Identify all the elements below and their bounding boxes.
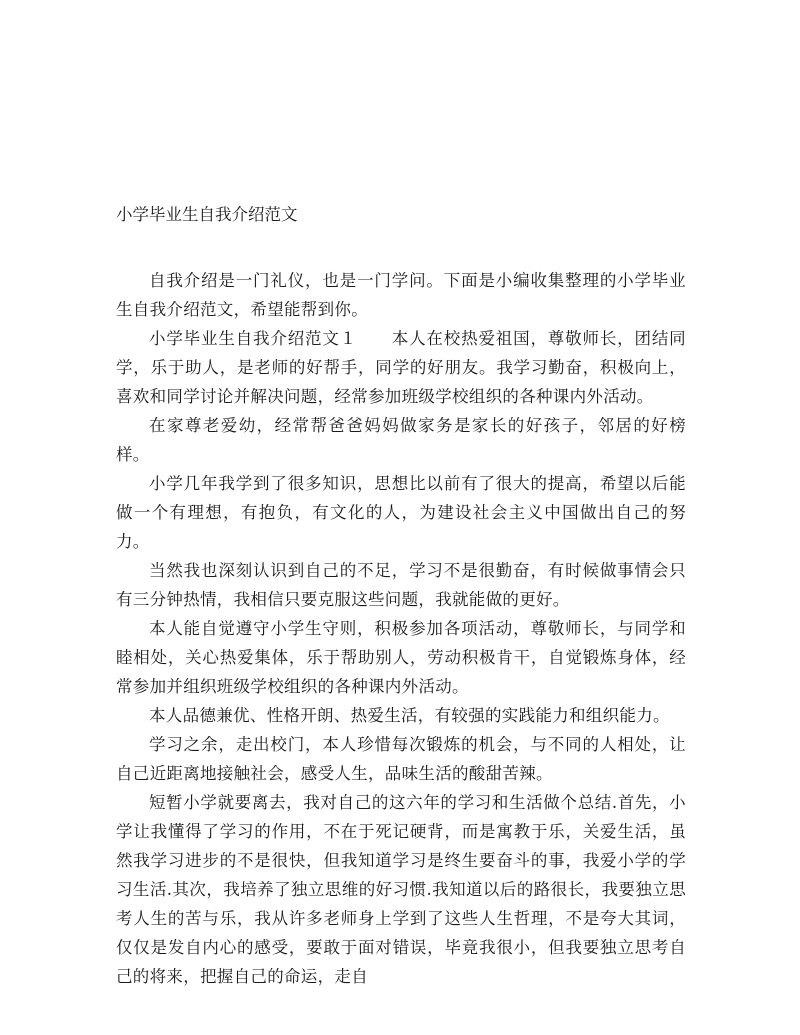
paragraph-discipline: 本人能自觉遵守小学生守则，积极参加各项活动，尊敬师长，与同学和睦相处，关心热爱集体，乐于帮助别人，劳动积极肯干，自觉锻炼身体，经常参加并组织班级学校组织的各种课内外活动。: [116, 619, 686, 696]
paragraph-knowledge: 小学几年我学到了很多知识，思想比以前有了很大的提高，希望以后能做一个有理想，有抱负，有文化的人，为建设社会主义中国做出自己的努力。: [116, 474, 686, 551]
document-title: 小学毕业生自我介绍范文: [116, 205, 298, 224]
document-body: [116, 266, 686, 991]
paragraph-social: 学习之余，走出校门，本人珍惜每次锻炼的机会，与不同的人相处，让自己近距离地接触社会，感受人生，品味生活的酸甜苦辣。: [116, 735, 686, 783]
paragraph-shortcomings: 当然我也深刻认识到自己的不足，学习不是很勤奋，有时候做事情会只有三分钟热情，我相信只要克服这些问题，我就能做的更好。: [116, 561, 686, 609]
paragraph-summary: 短暂小学就要离去，我对自己的这六年的学习和生活做个总结.首先，小学让我懂得了学习的作用，不在于死记硬背，而是寓教于乐，关爱生活，虽然我学习进步的不是很快，但我知道学习是终生要奋斗的事，我爱小学的学习生活.其次，我培养了独立思维的好习惯.我知道以后的路很长，我要独立思考人生的苦与乐，我从许多老师身上学到了这些人生哲理，不是夸大其词，仅仅是发自内心的感受，要敢于面对错误，毕竟我很小，但我要独立思考自己的将来，把握自己的命运，走自: [116, 793, 686, 986]
paragraph-intro: 自我介绍是一门礼仪，也是一门学问。下面是小编收集整理的小学毕业生自我介绍范文，希望能帮到你。: [116, 271, 686, 319]
paragraph-sample-1: 小学毕业生自我介绍范文１ 本人在校热爱祖国，尊敬师长，团结同学，乐于助人，是老师的好帮手，同学的好朋友。我学习勤奋，积极向上，喜欢和同学讨论并解决问题，经常参加班级学校组织的各种课内外活动。: [116, 329, 686, 406]
paragraph-character: 本人品德兼优、性格开朗、热爱生活，有较强的实践能力和组织能力。: [149, 706, 670, 725]
paragraph-family: 在家尊老爱幼，经常帮爸爸妈妈做家务是家长的好孩子，邻居的好榜样。: [116, 416, 686, 464]
